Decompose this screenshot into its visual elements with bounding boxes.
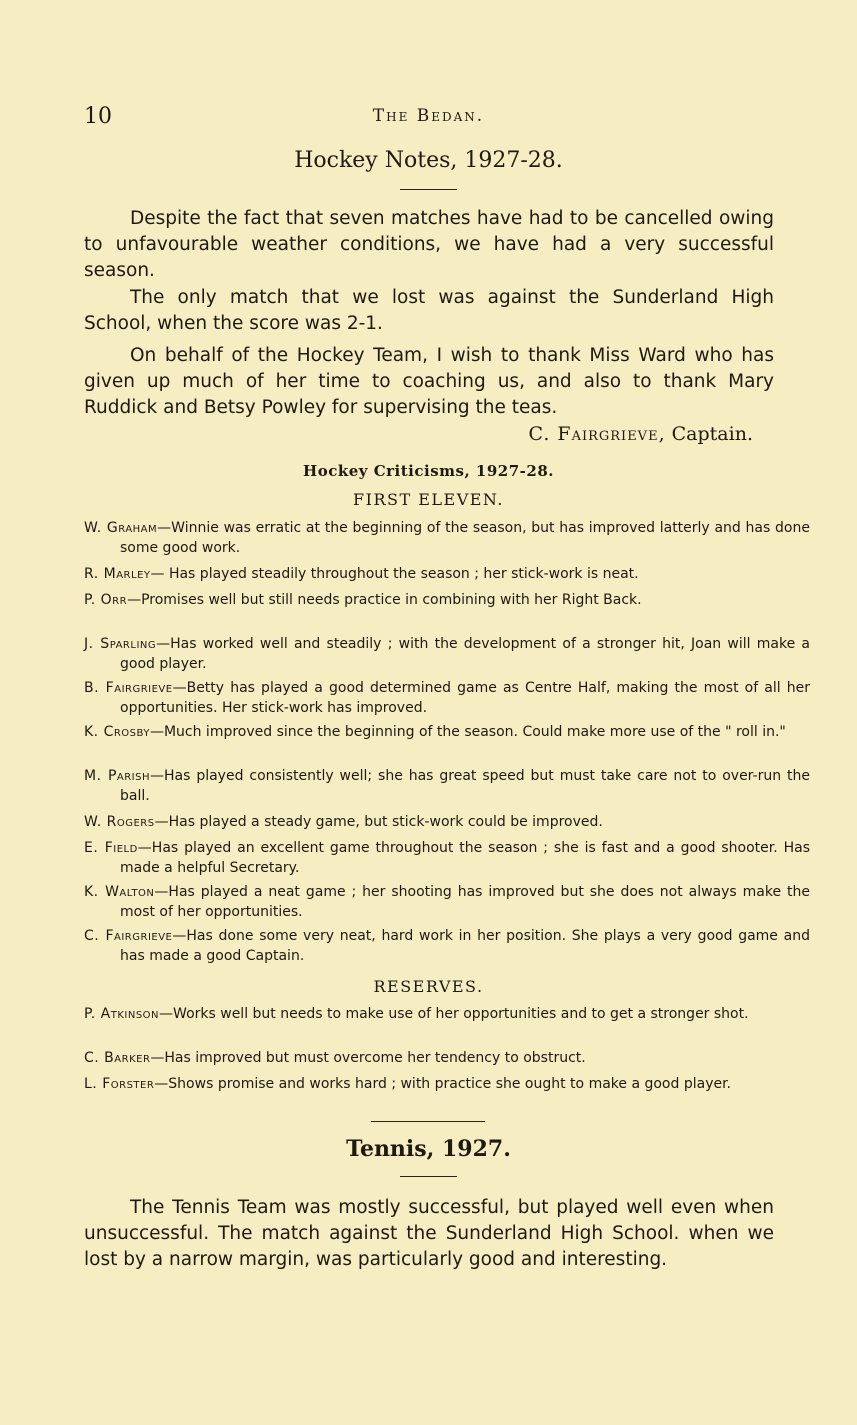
criticism-text: —Has played a neat game ; her shooting has improved but she does not always make the most of her opportunities.	[120, 884, 811, 920]
criticism-text: —Has played consistently well; she has great speed but must take care not to over-run the ball.	[120, 768, 810, 804]
page-number: 10	[84, 104, 112, 129]
player-criticism	[84, 590, 810, 610]
hockey-paragraph: On behalf of the Hockey Team, I wish to thank Miss Ward who has given up much of her time to coaching us, and also to thank Mary Ruddick and Betsy Powley for supervising the teas.	[84, 345, 774, 418]
player-name: W. Graham	[84, 520, 158, 536]
criticism-text: —Much improved since the beginning of the season. Could make more use of the " roll in."	[149, 724, 786, 740]
player-name: M. Parish	[84, 768, 150, 784]
player-criticism	[84, 518, 810, 558]
player-criticism	[84, 678, 810, 718]
criticism-text: —Betty has played a good determined game as Centre Half, making the most of all her opportunities. Her stick-work has improved.	[120, 680, 810, 716]
player-name: P. Orr	[84, 592, 128, 608]
player-name: L. Forster	[84, 1076, 155, 1092]
reserves-heading: RESERVES.	[373, 977, 484, 996]
player-criticism	[84, 634, 810, 674]
reserve-criticism	[84, 1074, 810, 1094]
player-criticism	[84, 812, 810, 832]
player-criticism	[84, 766, 810, 806]
player-name: C. Barker	[84, 1050, 151, 1066]
criticisms-title: Hockey Criticisms, 1927-28.	[303, 462, 554, 480]
criticism-text: —Has done some very neat, hard work in her position. She plays a very good game and has made a good Captain.	[120, 928, 810, 964]
first-eleven-heading: FIRST ELEVEN.	[353, 490, 504, 509]
section-divider	[371, 1121, 485, 1122]
player-name: P. Atkinson	[84, 1006, 160, 1022]
player-criticism	[84, 882, 810, 922]
criticism-text: —Has played an excellent game throughout the season ; she is fast and a good shooter. Has made a helpful Secretary.	[120, 840, 811, 876]
player-name: E. Field	[84, 840, 138, 856]
title-rule	[400, 1176, 457, 1177]
player-criticism	[84, 564, 810, 584]
signature-name: C. Fairgrieve,	[528, 423, 666, 445]
criticism-text: —Has played a steady game, but stick-work could be improved.	[154, 814, 603, 830]
hockey-notes-title: Hockey Notes, 1927-28.	[294, 148, 563, 173]
hockey-paragraph: The only match that we lost was against the Sunderland High School, when the score was 2-1.	[84, 287, 774, 334]
criticism-text: —Promises well but still needs practice in combining with her Right Back.	[127, 592, 642, 608]
criticism-text: — Has played steadily throughout the season ; her stick-work is neat.	[150, 566, 639, 582]
reserve-criticism	[84, 1004, 810, 1024]
criticism-text: —Shows promise and works hard ; with practice she ought to make a good player.	[154, 1076, 732, 1092]
criticism-text: —Works well but needs to make use of her opportunities and to get a stronger shot.	[159, 1006, 749, 1022]
player-name: K. Walton	[84, 884, 155, 900]
tennis-paragraph: The Tennis Team was mostly successful, but played well even when unsuccessful. The match against the Sunderland High School. when we lost by a narrow margin, was particularly good and interesting.	[84, 1197, 774, 1270]
signature-role: Captain.	[665, 423, 753, 445]
player-criticism	[84, 838, 810, 878]
player-name: W. Rogers	[84, 814, 155, 830]
running-title: The Bedan.	[372, 106, 485, 126]
criticism-text: —Has improved but must overcome her tendency to obstruct.	[150, 1050, 586, 1066]
title-rule	[400, 189, 457, 190]
player-criticism	[84, 926, 810, 966]
tennis-title: Tennis, 1927.	[346, 1136, 511, 1162]
reserve-criticism	[84, 1048, 810, 1068]
criticism-text: —Winnie was erratic at the beginning of the season, but has improved latterly and has done some good work.	[120, 520, 810, 556]
player-name: K. Crosby	[84, 724, 150, 740]
player-name: J. Sparling	[84, 636, 157, 652]
player-criticism	[84, 722, 810, 742]
hockey-paragraph: Despite the fact that seven matches have had to be cancelled owing to unfavourable weather conditions, we have had a very successful season.	[84, 208, 774, 281]
player-name: B. Fairgrieve	[84, 680, 173, 696]
player-name: R. Marley	[84, 566, 151, 582]
captain-signature	[528, 423, 753, 445]
criticism-text: —Has worked well and steadily ; with the development of a stronger hit, Joan will make a good player.	[120, 636, 810, 672]
player-name: C. Fairgrieve	[84, 928, 173, 944]
